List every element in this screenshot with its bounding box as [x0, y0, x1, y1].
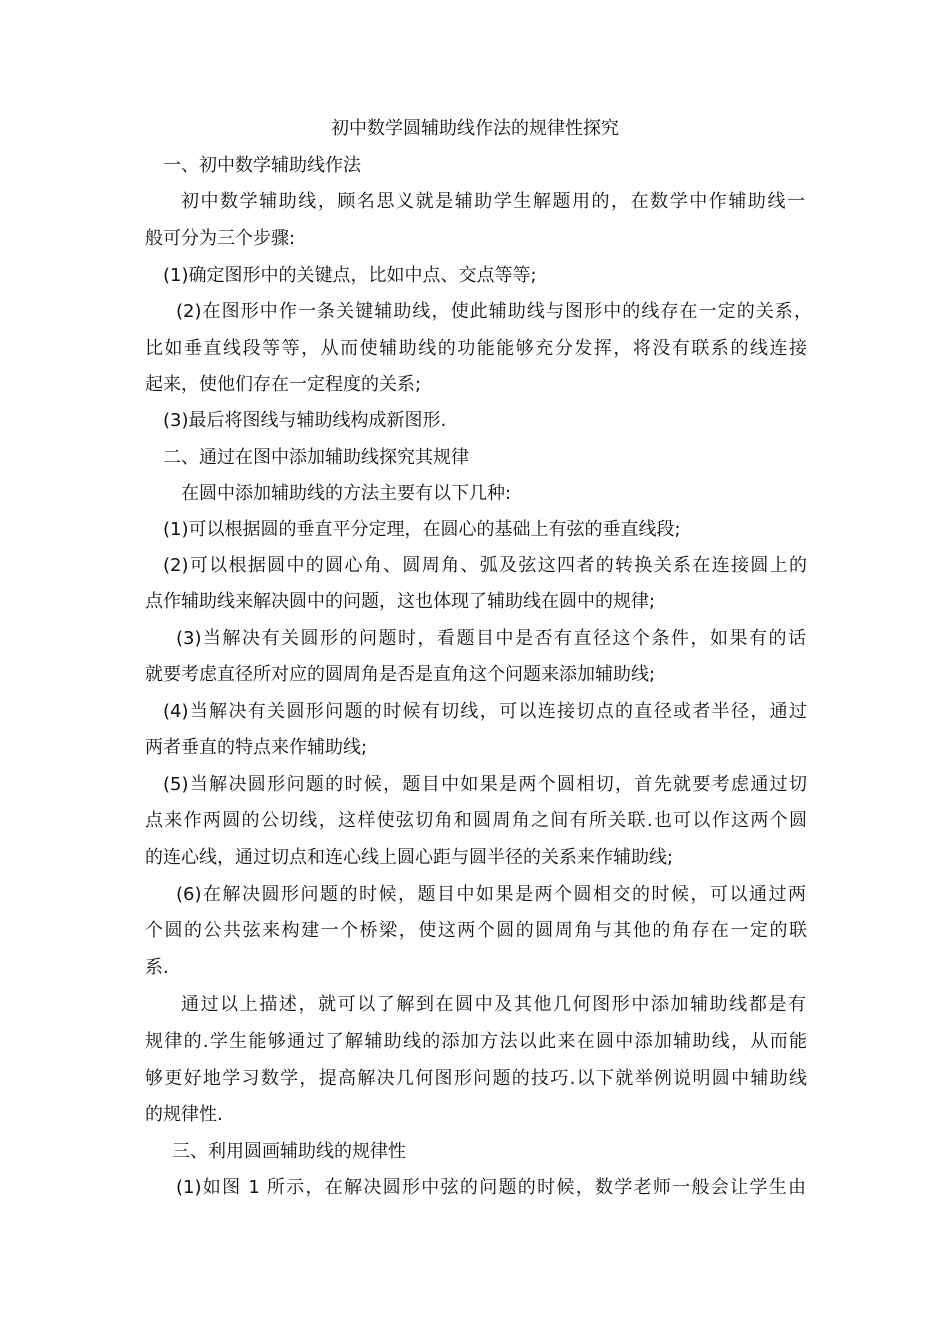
list-item: (5)当解决圆形问题的时候，题目中如果是两个圆相切，首先就要考虑通过切: [163, 774, 807, 795]
document-title: 初中数学圆辅助线作法的规律性探究: [331, 118, 619, 139]
paragraph-line: 的连心线，通过切点和连心线上圆心距与圆半径的关系来作辅助线;: [145, 847, 674, 868]
paragraph-line: 在圆中添加辅助线的方法主要有以下几种:: [181, 483, 512, 504]
paragraph-line: 比如垂直线段等等，从而使辅助线的功能能够充分发挥，将没有联系的线连接: [145, 338, 807, 359]
section-heading: 二、通过在图中添加辅助线探究其规律: [163, 447, 469, 468]
list-item: (1)可以根据圆的垂直平分定理，在圆心的基础上有弦的垂直线段;: [163, 519, 681, 540]
paragraph-line: 点来作两圆的公切线，这样使弦切角和圆周角之间有所关联.也可以作这两个圆: [145, 810, 807, 831]
list-item: (3)最后将图线与辅助线构成新图形.: [163, 410, 447, 431]
paragraph-line: 就要考虑直径所对应的圆周角是否是直角这个问题来添加辅助线;: [145, 664, 656, 685]
section-heading: 三、利用圆画辅助线的规律性: [172, 1141, 406, 1162]
paragraph-line: 够更好地学习数学，提高解决几何图形问题的技巧.以下就举例说明圆中辅助线: [145, 1068, 807, 1089]
paragraph-line: 系.: [145, 957, 169, 978]
paragraph-line: 点作辅助线来解决圆中的问题，这也体现了辅助线在圆中的规律;: [145, 591, 656, 612]
list-item: (2)可以根据圆中的圆心角、圆周角、弧及弦这四者的转换关系在连接圆上的: [163, 555, 807, 576]
paragraph-line: 个圆的公共弦来构建一个桥梁，使这两个圆的圆周角与其他的角存在一定的联: [145, 920, 807, 941]
list-item: (4)当解决有关圆形问题的时候有切线，可以连接切点的直径或者半径，通过: [163, 701, 807, 722]
paragraph-line: 初中数学辅助线，顾名思义就是辅助学生解题用的，在数学中作辅助线一: [181, 191, 805, 212]
paragraph-line: 规律的.学生能够通过了解辅助线的添加方法以此来在圆中添加辅助线，从而能: [145, 1031, 807, 1052]
paragraph-line: 的规律性.: [145, 1104, 223, 1125]
section-heading: 一、初中数学辅助线作法: [163, 155, 361, 176]
paragraph-line: 两者垂直的特点来作辅助线;: [145, 737, 368, 758]
list-item: (1)如图 1 所示，在解决圆形中弦的问题的时候，数学老师一般会让学生由: [176, 1177, 806, 1198]
list-item: (3)当解决有关圆形的问题时，看题目中是否有直径这个条件，如果有的话: [176, 628, 806, 649]
paragraph-line: 起来，使他们存在一定程度的关系;: [145, 374, 422, 395]
paragraph-line: 通过以上描述，就可以了解到在圆中及其他几何图形中添加辅助线都是有: [181, 994, 806, 1015]
list-item: (2)在图形中作一条关键辅助线，使此辅助线与图形中的线存在一定的关系，: [176, 301, 812, 322]
list-item: (1)确定图形中的关键点，比如中点、交点等等;: [163, 265, 537, 286]
paragraph-line: 般可分为三个步骤:: [145, 228, 296, 249]
list-item: (6)在解决圆形问题的时候，题目中如果是两个圆相交的时候，可以通过两: [176, 884, 806, 905]
